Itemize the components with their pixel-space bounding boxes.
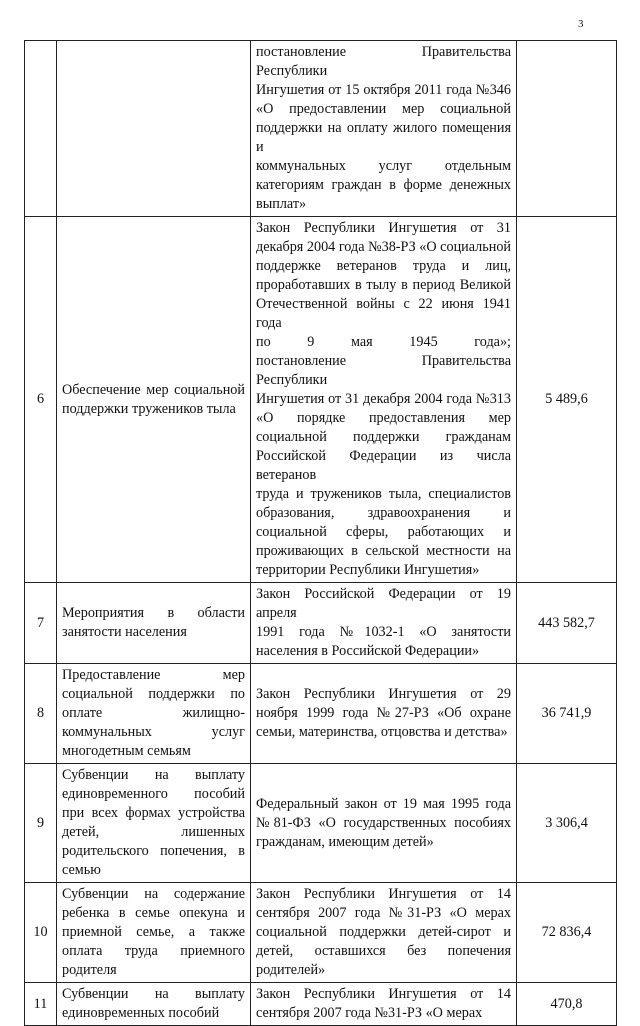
legal-basis-line: Отечественной войны с 22 июня 1941 года <box>256 296 511 331</box>
measure-name-line: при всех формах устройства <box>62 805 245 821</box>
legal-basis-line: №81-ФЗ «О государственных пособиях <box>256 814 511 831</box>
legal-basis-line: постановление Правительства Республики <box>256 44 511 79</box>
table-row <box>25 583 617 664</box>
measure-name <box>57 217 251 583</box>
row-number: 10 <box>25 883 57 983</box>
legal-basis-line: Закон Республики Ингушетия от 31 <box>256 220 511 236</box>
measure-name-line: занятости населения <box>62 624 187 640</box>
measure-name <box>57 583 251 664</box>
measure-name-line: приемной семье, а также <box>62 924 245 940</box>
measure-name-line: поддержки тружеников тыла <box>62 400 236 417</box>
measure-name-line: оплата труда приемного <box>62 943 245 959</box>
legal-basis <box>251 217 517 583</box>
measure-name-line: единовременных пособий <box>62 1005 220 1021</box>
legal-basis-line: постановление Правительства Республики <box>256 353 511 388</box>
legal-basis-line: семьи, материнства, отцовства и детства» <box>256 724 508 740</box>
legal-basis-line: образования, здравоохранения и <box>256 505 511 521</box>
measure-name-line: Субвенции на выплату <box>62 767 245 783</box>
table-row <box>25 764 617 883</box>
measure-name-line: единовременного пособий <box>62 786 245 802</box>
legal-basis <box>251 764 517 883</box>
legal-basis-line: гражданам, имеющим детей» <box>256 833 434 850</box>
amount: 470,8 <box>517 983 617 1026</box>
legal-basis-line: Российской Федерации из числа ветеранов <box>256 448 511 483</box>
amount <box>517 41 617 217</box>
table-row <box>25 217 617 583</box>
measure-name-line: Субвенции на выплату <box>62 986 245 1002</box>
row-number: 8 <box>25 664 57 764</box>
legal-basis-line: Ингушетия от 15 октября 2011 года №346 <box>256 82 511 98</box>
row-number: 7 <box>25 583 57 664</box>
legal-basis-line: ноября 1999 года №27-РЗ «Об охране <box>256 705 511 721</box>
measure-name-line: многодетным семьям <box>62 743 191 759</box>
legal-basis-line: социальной поддержки гражданам <box>256 429 511 445</box>
legal-basis <box>251 983 517 1026</box>
legal-basis-line: социальной поддержки детей-сирот и <box>256 924 511 940</box>
row-number: 9 <box>25 764 57 883</box>
table-row <box>25 883 617 983</box>
legal-basis-line: категориям граждан в форме денежных <box>256 177 511 193</box>
row-number: 11 <box>25 983 57 1026</box>
measure-name-line: родительского попечения, в <box>62 843 245 859</box>
measure-name-line: Субвенции на содержание <box>62 886 245 902</box>
measure-name <box>57 764 251 883</box>
amount: 72 836,4 <box>517 883 617 983</box>
table-row <box>25 664 617 764</box>
measure-name <box>57 41 251 217</box>
legal-basis <box>251 41 517 217</box>
measure-name-line: Обеспечение мер социальной <box>62 381 245 398</box>
amount: 36 741,9 <box>517 664 617 764</box>
legal-basis-line: территории Республики Ингушетия» <box>256 562 480 578</box>
legal-basis-line: 1991 года №1032-1 «О занятости <box>256 624 511 640</box>
amount: 5 489,6 <box>517 217 617 583</box>
legal-basis <box>251 583 517 664</box>
legal-basis-line: «О порядке предоставления мер <box>256 410 511 426</box>
page-number: 3 <box>578 18 584 30</box>
measure-name <box>57 664 251 764</box>
measure-name-line: Предоставление мер <box>62 667 245 683</box>
measure-name-line: социальной поддержки по <box>62 686 245 702</box>
legal-basis-line: сентября 2007 года №31-РЗ «О мерах <box>256 1005 483 1021</box>
row-number <box>25 41 57 217</box>
legal-basis-line: Закон Республики Ингушетия от 14 <box>256 986 511 1002</box>
legal-basis-line: родителей» <box>256 962 326 978</box>
legal-basis-line: сентября 2007 года №31-РЗ «О мерах <box>256 905 511 921</box>
legal-basis-line: поддержки на оплату жилого помещения и <box>256 120 511 155</box>
amount: 3 306,4 <box>517 764 617 883</box>
measure-name-line: родителя <box>62 962 117 978</box>
measure-name-line: семью <box>62 862 101 878</box>
legal-basis-line: Закон Республики Ингушетия от 29 <box>256 686 511 702</box>
legal-basis-line: детей, оставшихся без попечения <box>256 943 511 959</box>
legal-basis-line: декабря 2004 года №38-РЗ «О социальной <box>256 239 511 255</box>
measure-name-line: оплате жилищно- <box>62 705 245 721</box>
legal-basis-line: Федеральный закон от 19 мая 1995 года <box>256 795 511 812</box>
legal-basis-line: труда и тружеников тыла, специалистов <box>256 486 511 502</box>
table-body <box>25 41 617 1026</box>
measure-name <box>57 883 251 983</box>
measure-name-line: ребенка в семье опекуна и <box>62 905 245 921</box>
measure-name-line: Мероприятия в области <box>62 605 245 621</box>
legal-basis-line: «О предоставлении мер социальной <box>256 101 511 117</box>
legal-basis-line: коммунальных услуг отдельным <box>256 158 511 174</box>
table-row <box>25 41 617 217</box>
legal-basis-line: Закон Российской Федерации от 19 апреля <box>256 586 511 621</box>
measure-name <box>57 983 251 1026</box>
legal-basis-line: по 9 мая 1945 года»; <box>256 334 511 350</box>
legal-basis-line: поддержке ветеранов труда и лиц, <box>256 258 511 274</box>
legal-basis <box>251 883 517 983</box>
legal-basis-line: проработавших в тылу в период Великой <box>256 277 511 293</box>
budget-table <box>24 40 617 1026</box>
legal-basis-line: проживающих в сельской местности на <box>256 543 511 559</box>
legal-basis-line: Закон Республики Ингушетия от 14 <box>256 886 511 902</box>
legal-basis-line: Ингушетия от 31 декабря 2004 года №313 <box>256 391 511 407</box>
legal-basis-line: населения в Российской Федерации» <box>256 643 480 659</box>
legal-basis <box>251 664 517 764</box>
legal-basis-line: социальной сферы, работающих и <box>256 524 511 540</box>
measure-name-line: детей, лишенных <box>62 824 245 840</box>
amount: 443 582,7 <box>517 583 617 664</box>
measure-name-line: коммунальных услуг <box>62 724 245 740</box>
legal-basis-line: выплат» <box>256 196 307 212</box>
row-number: 6 <box>25 217 57 583</box>
table-row <box>25 983 617 1026</box>
